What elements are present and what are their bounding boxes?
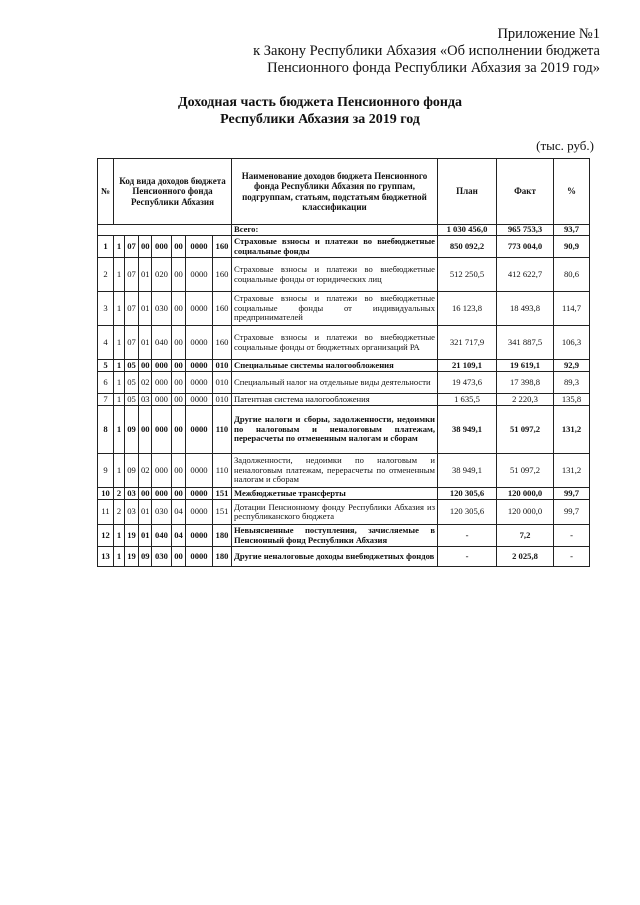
row-percent: 92,9 xyxy=(554,360,590,372)
row-fact: 2 025,8 xyxy=(497,547,554,567)
row-plan: 38 949,1 xyxy=(438,406,497,454)
code-part-5: 00 xyxy=(172,488,186,500)
row-plan: 120 305,6 xyxy=(438,500,497,525)
header-code: Код вида доходов бюджета Пенсионного фонда Республики Абхазия xyxy=(114,159,232,225)
code-part-4: 030 xyxy=(152,500,172,525)
row-number: 9 xyxy=(98,454,114,488)
table-row xyxy=(98,360,590,372)
table-row xyxy=(98,292,590,326)
row-number: 7 xyxy=(98,394,114,406)
row-percent: 114,7 xyxy=(554,292,590,326)
code-part-4: 030 xyxy=(152,292,172,326)
header-number: № xyxy=(98,159,114,225)
row-fact: 773 004,0 xyxy=(497,236,554,258)
row-fact: 120 000,0 xyxy=(497,500,554,525)
code-part-3: 09 xyxy=(139,547,152,567)
table-row xyxy=(98,500,590,525)
code-part-7: 010 xyxy=(213,372,232,394)
code-part-2: 09 xyxy=(125,406,139,454)
code-part-5: 04 xyxy=(172,525,186,547)
header-plan: План xyxy=(438,159,497,225)
row-fact: 17 398,8 xyxy=(497,372,554,394)
code-part-5: 04 xyxy=(172,500,186,525)
row-number: 13 xyxy=(98,547,114,567)
code-part-2: 19 xyxy=(125,525,139,547)
code-part-7: 151 xyxy=(213,488,232,500)
code-part-2: 03 xyxy=(125,500,139,525)
appendix-line-2: к Закону Республики Абхазия «Об исполнении бюджета xyxy=(253,43,600,59)
code-part-6: 0000 xyxy=(186,236,213,258)
row-plan: 850 092,2 xyxy=(438,236,497,258)
code-part-7: 110 xyxy=(213,454,232,488)
row-percent: 80,6 xyxy=(554,258,590,292)
code-part-5: 00 xyxy=(172,236,186,258)
row-name: Межбюджетные трансферты xyxy=(232,488,438,500)
code-part-2: 09 xyxy=(125,454,139,488)
code-part-5: 00 xyxy=(172,547,186,567)
code-part-4: 000 xyxy=(152,236,172,258)
row-name: Страховые взносы и платежи во внебюджетные социальные фонды от бюджетных организаций РА xyxy=(232,326,438,360)
row-fact: 51 097,2 xyxy=(497,406,554,454)
code-part-4: 020 xyxy=(152,258,172,292)
code-part-7: 180 xyxy=(213,547,232,567)
code-part-7: 160 xyxy=(213,326,232,360)
code-part-1: 1 xyxy=(114,292,125,326)
code-part-3: 01 xyxy=(139,292,152,326)
code-part-6: 0000 xyxy=(186,292,213,326)
row-name: Страховые взносы и платежи во внебюджетные социальные фонды xyxy=(232,236,438,258)
code-part-6: 0000 xyxy=(186,488,213,500)
row-plan: 21 109,1 xyxy=(438,360,497,372)
code-part-1: 1 xyxy=(114,547,125,567)
row-number: 1 xyxy=(98,236,114,258)
row-name: Страховые взносы и платежи во внебюджетные социальные фонды от индивидуальных предпринимателей xyxy=(232,292,438,326)
code-part-5: 00 xyxy=(172,372,186,394)
row-number: 6 xyxy=(98,372,114,394)
code-part-5: 00 xyxy=(172,454,186,488)
row-fact: 341 887,5 xyxy=(497,326,554,360)
code-part-5: 00 xyxy=(172,258,186,292)
code-part-4: 040 xyxy=(152,326,172,360)
table-row xyxy=(98,394,590,406)
row-fact: 18 493,8 xyxy=(497,292,554,326)
code-part-6: 0000 xyxy=(186,394,213,406)
code-part-2: 07 xyxy=(125,258,139,292)
total-plan: 1 030 456,0 xyxy=(438,225,497,236)
code-part-2: 07 xyxy=(125,326,139,360)
table-row xyxy=(98,326,590,360)
row-fact: 7,2 xyxy=(497,525,554,547)
code-part-4: 030 xyxy=(152,547,172,567)
code-part-2: 07 xyxy=(125,292,139,326)
table-row xyxy=(98,547,590,567)
code-part-4: 000 xyxy=(152,454,172,488)
code-part-7: 010 xyxy=(213,394,232,406)
code-part-1: 1 xyxy=(114,406,125,454)
code-part-2: 03 xyxy=(125,488,139,500)
code-part-2: 05 xyxy=(125,372,139,394)
code-part-3: 00 xyxy=(139,236,152,258)
header-percent: % xyxy=(554,159,590,225)
row-percent: 131,2 xyxy=(554,454,590,488)
code-part-7: 160 xyxy=(213,292,232,326)
row-name: Дотации Пенсионному фонду Республики Абхазия из республиканского бюджета xyxy=(232,500,438,525)
table-row xyxy=(98,406,590,454)
row-percent: 90,9 xyxy=(554,236,590,258)
code-part-3: 01 xyxy=(139,326,152,360)
row-fact: 120 000,0 xyxy=(497,488,554,500)
code-part-3: 02 xyxy=(139,454,152,488)
table-row xyxy=(98,236,590,258)
code-part-7: 110 xyxy=(213,406,232,454)
code-part-4: 000 xyxy=(152,360,172,372)
row-percent: - xyxy=(554,547,590,567)
row-percent: 99,7 xyxy=(554,500,590,525)
table-row xyxy=(98,372,590,394)
row-name: Другие налоги и сборы, задолженности, недоимки по налоговым и неналоговым платежам, перерасчеты по отмененным налогам и сборам xyxy=(232,406,438,454)
row-name: Специальный налог на отдельные виды деятельности xyxy=(232,372,438,394)
appendix-note xyxy=(180,26,600,77)
code-part-7: 151 xyxy=(213,500,232,525)
code-part-1: 2 xyxy=(114,500,125,525)
row-number: 4 xyxy=(98,326,114,360)
row-percent: 99,7 xyxy=(554,488,590,500)
appendix-line-3: Пенсионного фонда Республики Абхазия за 2019 год» xyxy=(267,60,600,76)
code-part-6: 0000 xyxy=(186,326,213,360)
code-part-6: 0000 xyxy=(186,406,213,454)
code-part-3: 00 xyxy=(139,360,152,372)
code-part-6: 0000 xyxy=(186,547,213,567)
row-plan: 16 123,8 xyxy=(438,292,497,326)
total-label: Всего: xyxy=(232,225,438,236)
code-part-2: 19 xyxy=(125,547,139,567)
row-name: Другие неналоговые доходы внебюджетных фондов xyxy=(232,547,438,567)
row-number: 10 xyxy=(98,488,114,500)
code-part-5: 00 xyxy=(172,326,186,360)
row-name: Задолженности, недоимки по налоговым и неналоговым платежам, перерасчеты по отмененным налогам и сборам xyxy=(232,454,438,488)
code-part-6: 0000 xyxy=(186,372,213,394)
code-part-4: 000 xyxy=(152,372,172,394)
row-fact: 2 220,3 xyxy=(497,394,554,406)
row-name: Страховые взносы и платежи во внебюджетные социальные фонды от юридических лиц xyxy=(232,258,438,292)
code-part-1: 1 xyxy=(114,372,125,394)
row-number: 2 xyxy=(98,258,114,292)
code-part-3: 01 xyxy=(139,500,152,525)
code-part-1: 1 xyxy=(114,326,125,360)
title-line-1: Доходная часть бюджета Пенсионного фонда xyxy=(177,95,463,110)
row-number: 3 xyxy=(98,292,114,326)
appendix-line-1: Приложение №1 xyxy=(497,26,600,42)
code-part-5: 00 xyxy=(172,292,186,326)
row-plan: - xyxy=(438,525,497,547)
code-part-1: 1 xyxy=(114,360,125,372)
row-name: Специальные системы налогообложения xyxy=(232,360,438,372)
code-part-4: 000 xyxy=(152,406,172,454)
code-part-3: 00 xyxy=(139,488,152,500)
code-part-2: 07 xyxy=(125,236,139,258)
code-part-4: 000 xyxy=(152,488,172,500)
row-plan: - xyxy=(438,547,497,567)
code-part-3: 01 xyxy=(139,258,152,292)
code-part-3: 00 xyxy=(139,406,152,454)
code-part-5: 00 xyxy=(172,406,186,454)
code-part-2: 05 xyxy=(125,360,139,372)
row-plan: 19 473,6 xyxy=(438,372,497,394)
code-part-3: 02 xyxy=(139,372,152,394)
code-part-6: 0000 xyxy=(186,454,213,488)
code-part-1: 1 xyxy=(114,236,125,258)
code-part-7: 160 xyxy=(213,236,232,258)
code-part-6: 0000 xyxy=(186,258,213,292)
row-number: 11 xyxy=(98,500,114,525)
row-number: 12 xyxy=(98,525,114,547)
code-part-1: 1 xyxy=(114,525,125,547)
code-part-6: 0000 xyxy=(186,525,213,547)
header-fact: Факт xyxy=(497,159,554,225)
row-percent: 106,3 xyxy=(554,326,590,360)
code-part-1: 1 xyxy=(114,258,125,292)
code-part-5: 00 xyxy=(172,394,186,406)
row-plan: 38 949,1 xyxy=(438,454,497,488)
code-part-2: 05 xyxy=(125,394,139,406)
row-number: 5 xyxy=(98,360,114,372)
code-part-7: 180 xyxy=(213,525,232,547)
table-row xyxy=(98,454,590,488)
row-percent: - xyxy=(554,525,590,547)
table-row xyxy=(98,525,590,547)
code-part-3: 03 xyxy=(139,394,152,406)
row-plan: 321 717,9 xyxy=(438,326,497,360)
row-fact: 412 622,7 xyxy=(497,258,554,292)
document-title xyxy=(0,94,640,128)
total-fact: 965 753,3 xyxy=(497,225,554,236)
total-row xyxy=(98,225,590,236)
table-header-row xyxy=(98,159,590,225)
code-part-3: 01 xyxy=(139,525,152,547)
code-part-6: 0000 xyxy=(186,360,213,372)
table-row xyxy=(98,258,590,292)
code-part-6: 0000 xyxy=(186,500,213,525)
revenue-table xyxy=(97,158,590,567)
row-fact: 19 619,1 xyxy=(497,360,554,372)
code-part-7: 010 xyxy=(213,360,232,372)
row-name: Невыясненные поступления, зачисляемые в Пенсионный фонд Республики Абхазия xyxy=(232,525,438,547)
row-percent: 131,2 xyxy=(554,406,590,454)
row-fact: 51 097,2 xyxy=(497,454,554,488)
row-percent: 135,8 xyxy=(554,394,590,406)
row-name: Патентная система налогообложения xyxy=(232,394,438,406)
code-part-1: 1 xyxy=(114,454,125,488)
total-percent: 93,7 xyxy=(554,225,590,236)
row-number: 8 xyxy=(98,406,114,454)
code-part-1: 1 xyxy=(114,394,125,406)
header-name: Наименование доходов бюджета Пенсионного фонда Республики Абхазия по группам, подгруппам, статьям, подстатьям бюджетной классификации xyxy=(232,159,438,225)
row-plan: 512 250,5 xyxy=(438,258,497,292)
row-plan: 120 305,6 xyxy=(438,488,497,500)
table-row xyxy=(98,488,590,500)
code-part-5: 00 xyxy=(172,360,186,372)
code-part-1: 2 xyxy=(114,488,125,500)
code-part-7: 160 xyxy=(213,258,232,292)
code-part-4: 040 xyxy=(152,525,172,547)
units-label: (тыс. руб.) xyxy=(536,138,594,153)
row-percent: 89,3 xyxy=(554,372,590,394)
row-plan: 1 635,5 xyxy=(438,394,497,406)
title-line-2: Республики Абхазия за 2019 год xyxy=(220,112,420,127)
code-part-4: 000 xyxy=(152,394,172,406)
